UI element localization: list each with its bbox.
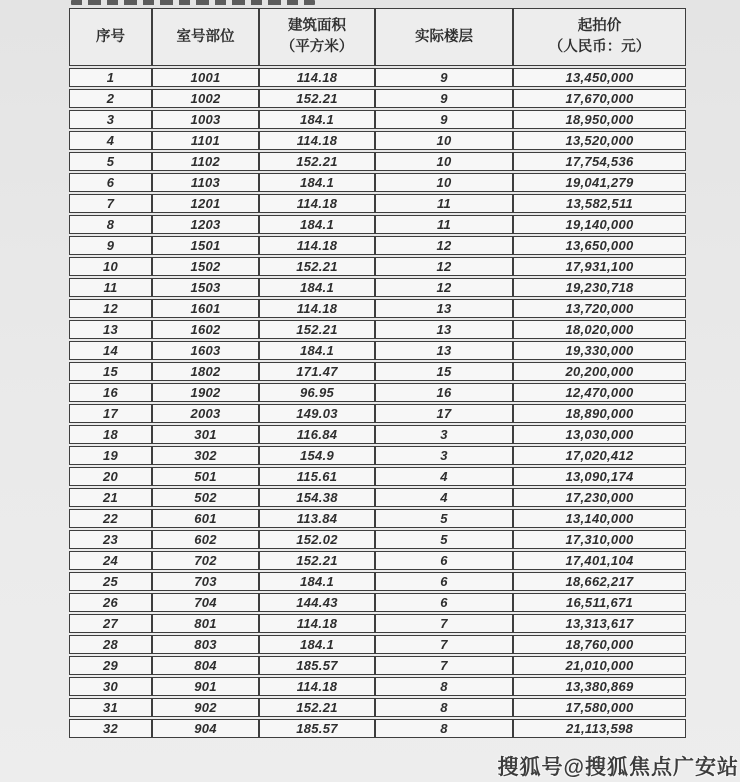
table-row	[69, 131, 686, 150]
cell-serial: 13	[69, 320, 152, 339]
cell-price: 13,720,000	[513, 299, 686, 318]
cell-serial: 25	[69, 572, 152, 591]
table-row	[69, 446, 686, 465]
cell-floor: 5	[375, 530, 513, 549]
cell-floor: 3	[375, 425, 513, 444]
cell-floor: 10	[375, 173, 513, 192]
cell-room: 1902	[152, 383, 259, 402]
col-header-price	[513, 8, 686, 66]
cell-price: 13,140,000	[513, 509, 686, 528]
cell-price: 17,580,000	[513, 698, 686, 717]
cell-price: 13,090,174	[513, 467, 686, 486]
cell-price: 17,931,100	[513, 257, 686, 276]
cell-room: 601	[152, 509, 259, 528]
cell-room: 1002	[152, 89, 259, 108]
cell-area: 185.57	[259, 719, 375, 738]
cell-price: 17,754,536	[513, 152, 686, 171]
sohu-watermark: 搜狐号@搜狐焦点广安站	[497, 756, 739, 779]
cell-area: 184.1	[259, 278, 375, 297]
clipped-top-text	[71, 0, 315, 5]
header-row	[69, 8, 686, 66]
col-header-price-label: 起拍价	[577, 18, 622, 34]
cell-room: 702	[152, 551, 259, 570]
cell-room: 1601	[152, 299, 259, 318]
cell-floor: 12	[375, 236, 513, 255]
cell-price: 17,310,000	[513, 530, 686, 549]
cell-serial: 10	[69, 257, 152, 276]
table-row	[69, 572, 686, 591]
col-header-area-label: 建筑面积	[288, 18, 346, 34]
cell-floor: 6	[375, 593, 513, 612]
table-row	[69, 68, 686, 87]
table-row	[69, 509, 686, 528]
cell-serial: 17	[69, 404, 152, 423]
cell-serial: 23	[69, 530, 152, 549]
table-row	[69, 656, 686, 675]
cell-room: 602	[152, 530, 259, 549]
cell-serial: 31	[69, 698, 152, 717]
cell-area: 152.21	[259, 320, 375, 339]
cell-floor: 13	[375, 320, 513, 339]
cell-serial: 9	[69, 236, 152, 255]
cell-floor: 4	[375, 467, 513, 486]
cell-area: 144.43	[259, 593, 375, 612]
table-row	[69, 593, 686, 612]
table-row	[69, 404, 686, 423]
cell-serial: 27	[69, 614, 152, 633]
cell-room: 1101	[152, 131, 259, 150]
cell-serial: 32	[69, 719, 152, 738]
table-row	[69, 425, 686, 444]
cell-serial: 30	[69, 677, 152, 696]
cell-serial: 7	[69, 194, 152, 213]
cell-room: 302	[152, 446, 259, 465]
cell-price: 12,470,000	[513, 383, 686, 402]
table-row	[69, 698, 686, 717]
cell-price: 13,030,000	[513, 425, 686, 444]
table-row	[69, 362, 686, 381]
cell-room: 1503	[152, 278, 259, 297]
cell-area: 171.47	[259, 362, 375, 381]
table-row	[69, 467, 686, 486]
cell-serial: 8	[69, 215, 152, 234]
table-row	[69, 257, 686, 276]
table-row	[69, 719, 686, 738]
cell-price: 13,650,000	[513, 236, 686, 255]
cell-area: 114.18	[259, 299, 375, 318]
cell-room: 502	[152, 488, 259, 507]
table-row	[69, 341, 686, 360]
cell-floor: 13	[375, 341, 513, 360]
cell-floor: 17	[375, 404, 513, 423]
cell-serial: 21	[69, 488, 152, 507]
cell-room: 1102	[152, 152, 259, 171]
cell-price: 13,450,000	[513, 68, 686, 87]
cell-area: 152.21	[259, 551, 375, 570]
cell-serial: 5	[69, 152, 152, 171]
col-header-price-unit: （人民币：元）	[548, 39, 651, 55]
cell-floor: 11	[375, 215, 513, 234]
cell-price: 18,020,000	[513, 320, 686, 339]
cell-floor: 11	[375, 194, 513, 213]
cell-floor: 9	[375, 110, 513, 129]
cell-price: 17,230,000	[513, 488, 686, 507]
cell-area: 96.95	[259, 383, 375, 402]
cell-floor: 12	[375, 257, 513, 276]
cell-price: 18,662,217	[513, 572, 686, 591]
cell-room: 803	[152, 635, 259, 654]
cell-room: 1502	[152, 257, 259, 276]
cell-room: 801	[152, 614, 259, 633]
cell-room: 904	[152, 719, 259, 738]
col-header-serial-label: 序号	[96, 28, 125, 45]
table-row	[69, 89, 686, 108]
cell-serial: 11	[69, 278, 152, 297]
col-header-serial	[69, 8, 152, 66]
table-row	[69, 488, 686, 507]
cell-area: 152.21	[259, 698, 375, 717]
cell-serial: 12	[69, 299, 152, 318]
cell-area: 185.57	[259, 656, 375, 675]
cell-area: 184.1	[259, 215, 375, 234]
col-header-room-label: 室号部位	[176, 28, 235, 45]
table-row	[69, 299, 686, 318]
cell-price: 13,380,869	[513, 677, 686, 696]
col-header-area	[259, 8, 375, 66]
cell-price: 19,140,000	[513, 215, 686, 234]
cell-room: 901	[152, 677, 259, 696]
table-row	[69, 173, 686, 192]
cell-area: 152.21	[259, 89, 375, 108]
cell-serial: 2	[69, 89, 152, 108]
cell-floor: 7	[375, 656, 513, 675]
cell-area: 149.03	[259, 404, 375, 423]
cell-area: 184.1	[259, 341, 375, 360]
cell-price: 17,401,104	[513, 551, 686, 570]
cell-area: 114.18	[259, 68, 375, 87]
cell-room: 1001	[152, 68, 259, 87]
table-row	[69, 152, 686, 171]
cell-price: 16,511,671	[513, 593, 686, 612]
cell-room: 1103	[152, 173, 259, 192]
cell-serial: 28	[69, 635, 152, 654]
cell-serial: 22	[69, 509, 152, 528]
cell-floor: 13	[375, 299, 513, 318]
table-body	[69, 68, 686, 738]
cell-room: 902	[152, 698, 259, 717]
cell-room: 301	[152, 425, 259, 444]
cell-price: 21,113,598	[513, 719, 686, 738]
col-header-floor-label: 实际楼层	[415, 28, 473, 45]
cell-room: 704	[152, 593, 259, 612]
cell-room: 1802	[152, 362, 259, 381]
table-row	[69, 236, 686, 255]
cell-serial: 18	[69, 425, 152, 444]
cell-area: 152.02	[259, 530, 375, 549]
cell-price: 17,020,412	[513, 446, 686, 465]
table-row	[69, 110, 686, 129]
cell-floor: 9	[375, 89, 513, 108]
cell-floor: 4	[375, 488, 513, 507]
cell-floor: 6	[375, 551, 513, 570]
cell-area: 152.21	[259, 257, 375, 276]
cell-area: 184.1	[259, 572, 375, 591]
cell-room: 1203	[152, 215, 259, 234]
cell-area: 113.84	[259, 509, 375, 528]
cell-area: 184.1	[259, 635, 375, 654]
cell-floor: 9	[375, 68, 513, 87]
cell-area: 114.18	[259, 236, 375, 255]
table-row	[69, 551, 686, 570]
table-row	[69, 383, 686, 402]
cell-serial: 29	[69, 656, 152, 675]
table-row	[69, 215, 686, 234]
cell-area: 184.1	[259, 173, 375, 192]
cell-serial: 14	[69, 341, 152, 360]
cell-price: 13,582,511	[513, 194, 686, 213]
cell-area: 154.38	[259, 488, 375, 507]
col-header-floor	[375, 8, 513, 66]
cell-serial: 16	[69, 383, 152, 402]
table-row	[69, 635, 686, 654]
cell-floor: 16	[375, 383, 513, 402]
cell-serial: 15	[69, 362, 152, 381]
cell-floor: 8	[375, 698, 513, 717]
cell-room: 1602	[152, 320, 259, 339]
cell-floor: 15	[375, 362, 513, 381]
cell-floor: 6	[375, 572, 513, 591]
cell-area: 114.18	[259, 194, 375, 213]
cell-floor: 10	[375, 131, 513, 150]
cell-serial: 24	[69, 551, 152, 570]
auction-price-table	[69, 6, 686, 740]
cell-area: 184.1	[259, 110, 375, 129]
cell-serial: 1	[69, 68, 152, 87]
cell-area: 114.18	[259, 614, 375, 633]
cell-floor: 12	[375, 278, 513, 297]
cell-price: 18,950,000	[513, 110, 686, 129]
cell-room: 1501	[152, 236, 259, 255]
cell-floor: 8	[375, 719, 513, 738]
table-row	[69, 614, 686, 633]
cell-price: 19,041,279	[513, 173, 686, 192]
table-row	[69, 278, 686, 297]
cell-room: 501	[152, 467, 259, 486]
cell-price: 20,200,000	[513, 362, 686, 381]
col-header-room	[152, 8, 259, 66]
cell-floor: 5	[375, 509, 513, 528]
cell-price: 18,890,000	[513, 404, 686, 423]
cell-price: 17,670,000	[513, 89, 686, 108]
cell-area: 116.84	[259, 425, 375, 444]
cell-serial: 26	[69, 593, 152, 612]
cell-price: 13,313,617	[513, 614, 686, 633]
cell-price: 13,520,000	[513, 131, 686, 150]
cell-area: 115.61	[259, 467, 375, 486]
cell-serial: 19	[69, 446, 152, 465]
cell-serial: 4	[69, 131, 152, 150]
cell-price: 18,760,000	[513, 635, 686, 654]
cell-floor: 3	[375, 446, 513, 465]
cell-price: 19,230,718	[513, 278, 686, 297]
cell-area: 152.21	[259, 152, 375, 171]
cell-room: 1201	[152, 194, 259, 213]
cell-room: 703	[152, 572, 259, 591]
table-row	[69, 530, 686, 549]
cell-area: 114.18	[259, 677, 375, 696]
cell-floor: 7	[375, 614, 513, 633]
cell-serial: 6	[69, 173, 152, 192]
cell-room: 804	[152, 656, 259, 675]
cell-area: 114.18	[259, 131, 375, 150]
table-row	[69, 320, 686, 339]
col-header-area-unit: （平方米）	[280, 39, 354, 55]
cell-room: 2003	[152, 404, 259, 423]
cell-price: 19,330,000	[513, 341, 686, 360]
cell-price: 21,010,000	[513, 656, 686, 675]
cell-floor: 7	[375, 635, 513, 654]
cell-floor: 10	[375, 152, 513, 171]
table-row	[69, 677, 686, 696]
cell-room: 1603	[152, 341, 259, 360]
cell-area: 154.9	[259, 446, 375, 465]
table-row	[69, 194, 686, 213]
cell-floor: 8	[375, 677, 513, 696]
cell-room: 1003	[152, 110, 259, 129]
cell-serial: 3	[69, 110, 152, 129]
cell-serial: 20	[69, 467, 152, 486]
